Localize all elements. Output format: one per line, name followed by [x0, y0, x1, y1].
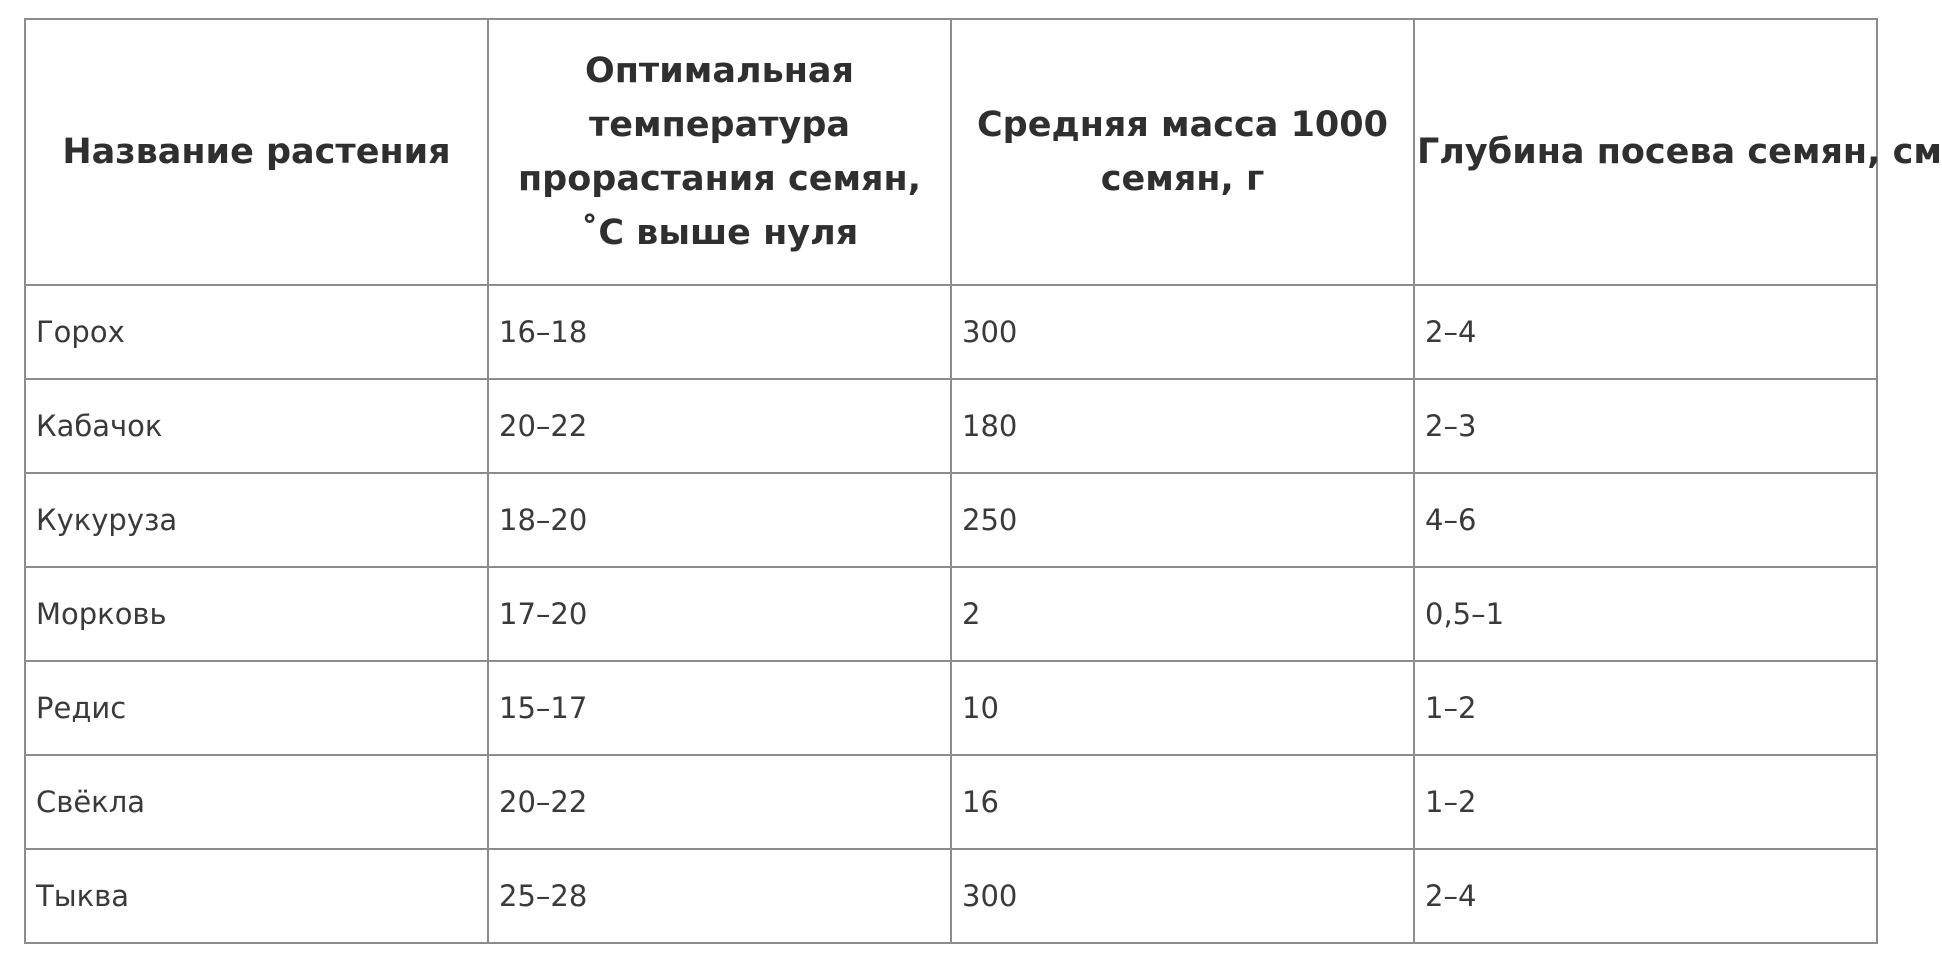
cell-temperature: 17–20 [488, 567, 951, 661]
header-plant-name: Название растения [25, 19, 488, 285]
cell-plant-name: Редис [25, 661, 488, 755]
cell-mass: 16 [951, 755, 1414, 849]
cell-mass: 10 [951, 661, 1414, 755]
header-sowing-depth: Глубина посева семян, см [1414, 19, 1877, 285]
cell-temperature: 18–20 [488, 473, 951, 567]
cell-depth: 2–4 [1414, 849, 1877, 943]
header-row [25, 19, 1877, 285]
cell-mass: 180 [951, 379, 1414, 473]
table-row [25, 379, 1877, 473]
cell-plant-name: Кабачок [25, 379, 488, 473]
header-germination-temperature: Оптимальная температура прорастания семян, ˚С выше нуля [488, 19, 951, 285]
cell-mass: 300 [951, 285, 1414, 379]
table-row [25, 849, 1877, 943]
cell-plant-name: Горох [25, 285, 488, 379]
cell-plant-name: Свёкла [25, 755, 488, 849]
seed-sowing-table [24, 18, 1942, 944]
cell-plant-name: Морковь [25, 567, 488, 661]
cell-temperature: 15–17 [488, 661, 951, 755]
table-header [25, 19, 1942, 285]
cell-temperature: 16–18 [488, 285, 951, 379]
cell-depth: 0,5–1 [1414, 567, 1877, 661]
cell-mass: 300 [951, 849, 1414, 943]
cell-temperature: 20–22 [488, 379, 951, 473]
cell-mass: 2 [951, 567, 1414, 661]
table-row [25, 285, 1877, 379]
cell-depth: 2–4 [1414, 285, 1877, 379]
cell-depth: 4–6 [1414, 473, 1877, 567]
cell-mass: 250 [951, 473, 1414, 567]
cell-temperature: 25–28 [488, 849, 951, 943]
table-row [25, 755, 1877, 849]
cell-depth: 2–3 [1414, 379, 1877, 473]
header-seed-mass: Средняя масса 1000 семян, г [951, 19, 1414, 285]
table-row [25, 661, 1877, 755]
table-row [25, 473, 1877, 567]
table-body [25, 285, 1877, 943]
cell-depth: 1–2 [1414, 755, 1877, 849]
cell-depth: 1–2 [1414, 661, 1877, 755]
cell-temperature: 20–22 [488, 755, 951, 849]
cell-plant-name: Тыква [25, 849, 488, 943]
table-row [25, 567, 1877, 661]
cell-plant-name: Кукуруза [25, 473, 488, 567]
